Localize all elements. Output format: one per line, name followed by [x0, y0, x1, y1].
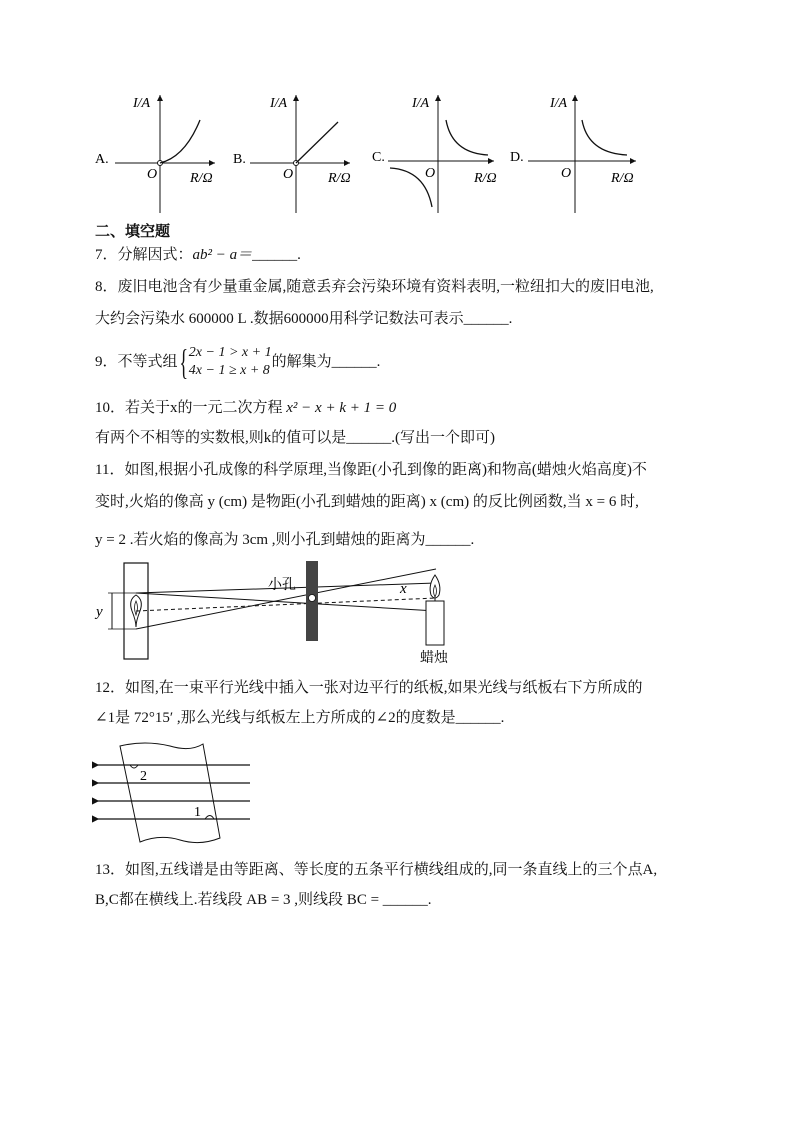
q7-number: 7． — [95, 247, 118, 263]
x-label: x — [400, 581, 407, 597]
option-a-x-label: R/Ω — [190, 171, 213, 186]
question-10-line-2: 有两个不相等的实数根,则k的值可以是______.(写出一个即可) — [95, 430, 495, 446]
question-7 — [95, 245, 301, 265]
option-d-y-label: I/A — [550, 96, 568, 111]
graph-option-b — [233, 95, 351, 213]
option-a-label: A. — [95, 152, 109, 167]
option-d-label: D. — [510, 150, 524, 165]
angle-2-label: 2 — [140, 769, 147, 784]
option-b-origin: O — [283, 167, 294, 182]
q9-prefix: 9．不等式组 — [95, 354, 178, 370]
option-b-y-label: I/A — [270, 96, 288, 111]
cardboard — [120, 743, 220, 843]
question-13-line-2: B,C都在横线上.若线段 AB = 3 ,则线段 BC = ______. — [95, 892, 432, 908]
option-c-origin: O — [425, 166, 436, 181]
option-b-x-label: R/Ω — [328, 171, 351, 186]
section-title: 二、填空题 — [95, 224, 171, 240]
q10-equation: x² − x + k + 1 = 0 — [286, 400, 397, 416]
option-b-label: B. — [233, 152, 246, 167]
option-d-curve — [582, 120, 627, 155]
graph-option-c — [372, 95, 497, 213]
light-cardboard-diagram — [90, 738, 260, 850]
option-a-y-label: I/A — [133, 96, 151, 111]
question-13-line-1: 13．如图,五线谱是由等距离、等长度的五条平行横线组成的,同一条直线上的三个点A, — [95, 862, 658, 878]
axis-dashed — [136, 598, 436, 611]
question-11-line-1: 11．如图,根据小孔成像的科学原理,当像距(小孔到像的距离)和物高(蜡烛火焰高度)不 — [95, 462, 647, 478]
ray-cross-2 — [136, 593, 436, 611]
graph-option-d — [510, 95, 636, 213]
q9-suffix: 的解集为______. — [271, 354, 381, 370]
question-9 — [95, 341, 380, 383]
q9-system — [189, 344, 272, 380]
option-d-x-label: R/Ω — [611, 171, 634, 186]
question-10-line-1 — [95, 398, 396, 418]
pinhole-diagram — [90, 555, 470, 670]
candle-label: 蜡烛 — [420, 651, 448, 666]
q7-blank: ______. — [252, 247, 301, 263]
option-a-origin: O — [147, 167, 158, 182]
candle-flame — [430, 575, 440, 598]
graph-options-row — [0, 85, 794, 220]
graph-option-a — [95, 95, 215, 213]
option-c-curve-upper — [446, 120, 488, 155]
q7-text: 分解因式： — [117, 247, 193, 263]
question-12-line-1: 12．如图,在一束平行光线中插入一张对边平行的纸板,如果光线与纸板右下方所成的 — [95, 680, 643, 696]
candle-body — [426, 601, 444, 645]
angle-1-label: 1 — [194, 805, 201, 820]
light-svg — [90, 738, 260, 850]
option-c-y-label: I/A — [412, 96, 430, 111]
option-c-label: C. — [372, 150, 385, 165]
graph-options-svg — [0, 85, 794, 220]
option-d-origin: O — [561, 166, 572, 181]
hole-label: 小孔 — [268, 578, 296, 593]
y-label: y — [96, 604, 103, 620]
option-b-line — [296, 122, 338, 163]
question-8-line-1: 8．废旧电池含有少量重金属,随意丢弃会污染环境有资料表明,一粒纽扣大的废旧电池, — [95, 279, 654, 295]
q10-prefix: 10．若关于x的一元二次方程 — [95, 400, 287, 416]
pinhole-svg — [90, 555, 470, 670]
q9-brace: { — [178, 342, 188, 382]
q9-inequality-1: 2x − 1 > x + 1 — [188, 345, 272, 360]
option-c-x-label: R/Ω — [474, 171, 497, 186]
question-11-line-3: y = 2 .若火焰的像高为 3cm ,则小孔到蜡烛的距离为______. — [95, 532, 475, 548]
question-11-line-2: 变时,火焰的像高 y (cm) 是物距(小孔到蜡烛的距离) x (cm) 的反比例函数,当 x = 6 时, — [95, 494, 639, 510]
question-12-line-2: ∠1是 72°15′ ,那么光线与纸板左上方所成的∠2的度数是______. — [95, 710, 505, 726]
question-8-line-2: 大约会污染水 600000 L .数据600000用科学记数法可表示______. — [95, 311, 513, 327]
q9-inequality-2: 4x − 1 ≥ x + 8 — [188, 363, 270, 378]
q7-expression: ab² − a＝ — [192, 247, 253, 263]
pinhole — [309, 595, 316, 602]
option-a-curve — [160, 120, 200, 163]
